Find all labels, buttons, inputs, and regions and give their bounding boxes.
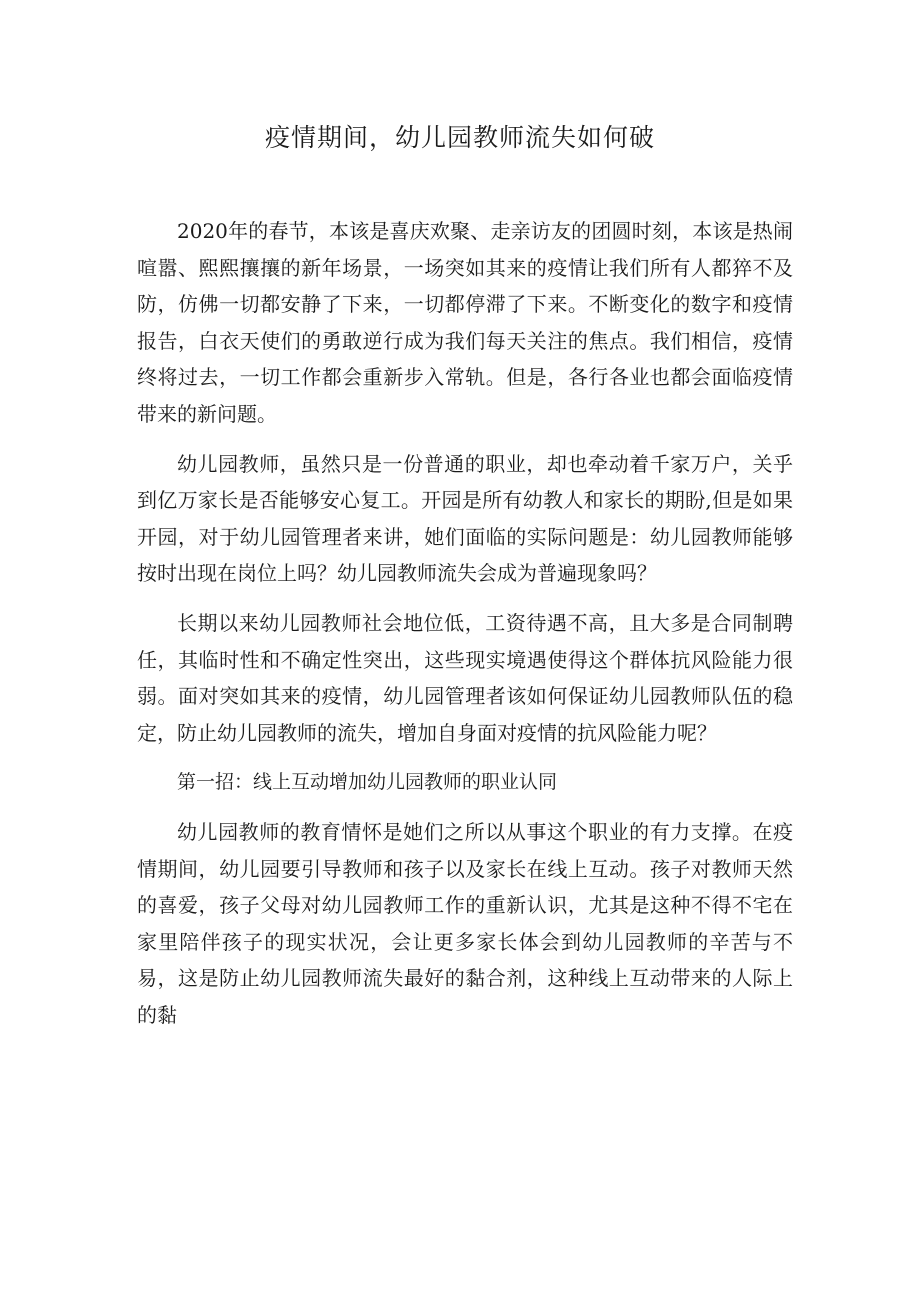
document-body bbox=[137, 213, 793, 1033]
document-title: 疫情期间，幼儿园教师流失如何破 bbox=[264, 123, 655, 152]
paragraph-2: 幼儿园教师，虽然只是一份普通的职业，却也牵动着千家万户，关乎到亿万家长是否能够安心复工。开园是所有幼教人和家长的期盼,但是如果开园，对于幼儿园管理者来讲，她们面临的实际问题是：幼儿园教师能够按时出现在岗位上吗？幼儿园教师流失会成为普遍现象吗？ bbox=[137, 451, 793, 586]
paragraph-1: 2020年的春节，本该是喜庆欢聚、走亲访友的团圆时刻，本该是热闹喧嚣、熙熙攘攘的新年场景，一场突如其来的疫情让我们所有人都猝不及防，仿佛一切都安静了下来，一切都停滞了下来。不断变化的数字和疫情报告，白衣天使们的勇敢逆行成为我们每天关注的焦点。我们相信，疫情终将过去，一切工作都会重新步入常轨。但是，各行各业也都会面临疫情带来的新问题。 bbox=[137, 219, 793, 426]
paragraph-3: 长期以来幼儿园教师社会地位低，工资待遇不高，且大多是合同制聘任，其临时性和不确定性突出，这些现实境遇使得这个群体抗风险能力很弱。面对突如其来的疫情，幼儿园管理者该如何保证幼儿园教师队伍的稳定，防止幼儿园教师的流失，增加自身面对疫情的抗风险能力呢？ bbox=[137, 610, 793, 745]
paragraph-4: 幼儿园教师的教育情怀是她们之所以从事这个职业的有力支撑。在疫情期间，幼儿园要引导教师和孩子以及家长在线上互动。孩子对教师天然的喜爱，孩子父母对幼儿园教师工作的重新认识，尤其是这种不得不宅在家里陪伴孩子的现实状况，会让更多家长体会到幼儿园教师的辛苦与不易，这是防止幼儿园教师流失最好的黏合剂，这种线上互动带来的人际上的黏 bbox=[137, 819, 793, 1027]
section-heading-1: 第一招：线上互动增加幼儿园教师的职业认同 bbox=[177, 771, 558, 794]
